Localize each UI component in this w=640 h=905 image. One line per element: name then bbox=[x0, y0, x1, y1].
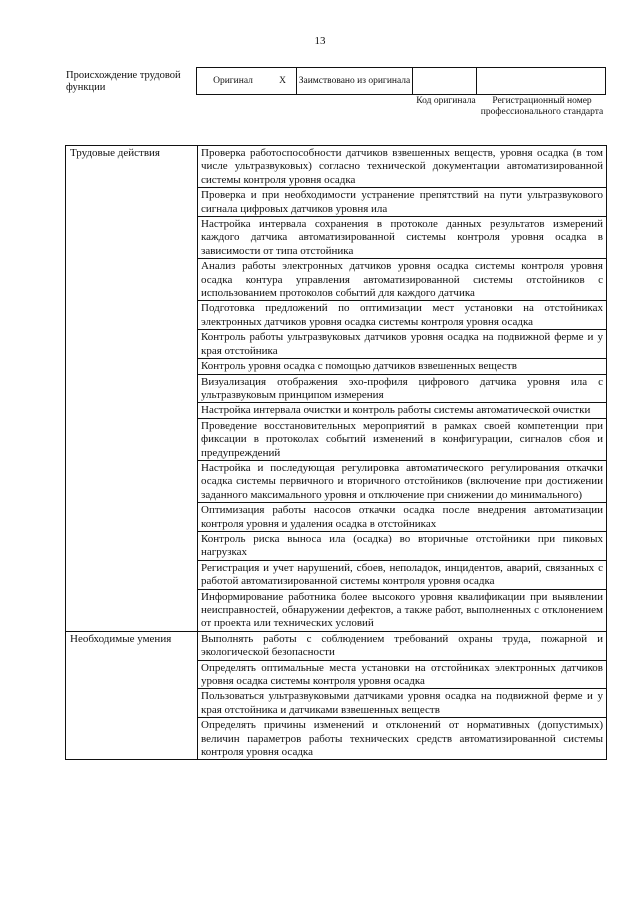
section-item: Контроль уровня осадка с помощью датчиков взвешенных веществ bbox=[198, 359, 607, 374]
section-item: Регистрация и учет нарушений, сбоев, неполадок, инцидентов, аварий, связанных с работой автоматизированной системы контроля уровня осадка bbox=[198, 560, 607, 589]
origin-label: Происхождение трудовой функции bbox=[66, 70, 181, 93]
section-item: Проверка работоспособности датчиков взвешенных веществ, уровня осадка (в том числе ультразвуковых) согласно технической документации автоматизированной системы контроля уровня осадка bbox=[198, 146, 607, 188]
origin-code-cell bbox=[413, 68, 477, 94]
section-item: Настройка интервала сохранения в протоколе данных результатов измерений каждого датчика автоматизированной системы контроля уровня осадка в зависимости от типа отстойника bbox=[198, 217, 607, 259]
origin-original-mark: X bbox=[269, 68, 297, 94]
section-item: Пользоваться ультразвуковыми датчиками уровня осадка на подвижной ферме и у края отстойника и датчиками взвешенных веществ bbox=[198, 689, 607, 718]
section-item: Настройка интервала очистки и контроль работы системы автоматической очистки bbox=[198, 403, 607, 418]
section-item: Определять причины изменений и отклонений от нормативных (допустимых) величин параметров работы технических средств автоматизированной системы контроля уровня осадка bbox=[198, 718, 607, 760]
origin-reg-caption: Регистрационный номер профессионального стандарта bbox=[480, 96, 604, 117]
labor-functions-table bbox=[65, 145, 607, 760]
section-item: Определять оптимальные места установки на отстойниках электронных датчиков уровня осадка системы контроля уровня осадка bbox=[198, 660, 607, 689]
origin-code-caption: Код оригинала bbox=[416, 96, 476, 106]
section-item: Оптимизация работы насосов откачки осадка после внедрения автоматизации контроля уровня и удаления осадка в отстойниках bbox=[198, 503, 607, 532]
section-item: Проведение восстановительных мероприятий в рамках своей компетенции при фиксации в протоколах событий изменений в конфигурации, сигналов сбоя и предупреждений bbox=[198, 418, 607, 460]
section-item: Подготовка предложений по оптимизации мест установки на отстойниках электронных датчиков уровня осадка системы контроля уровня осадка bbox=[198, 301, 607, 330]
section-item: Информирование работника более высокого уровня квалификации при выявлении неисправностей, обнаружении дефектов, а также работ, выполненных с отклонением от проекта или технических условий bbox=[198, 589, 607, 631]
section-item: Контроль работы ультразвуковых датчиков уровня осадка на подвижной ферме и у края отстойника bbox=[198, 330, 607, 359]
origin-borrowed-cell: Заимствовано из оригинала bbox=[297, 68, 413, 94]
section-label: Трудовые действия bbox=[66, 146, 198, 632]
section-item: Настройка и последующая регулировка автоматического регулирования откачки осадка системы первичного и вторичного отстойников (включение при достижении заданного максимального уровня и отключение при снижении до минимального) bbox=[198, 460, 607, 502]
section-item: Выполнять работы с соблюдением требований охраны труда, пожарной и экологической безопасности bbox=[198, 631, 607, 660]
page-number: 13 bbox=[314, 35, 326, 47]
section-label: Необходимые умения bbox=[66, 631, 198, 760]
section-item: Контроль риска выноса ила (осадка) во вторичные отстойники при пиковых нагрузках bbox=[198, 531, 607, 560]
origin-original-cell: Оригинал bbox=[213, 76, 253, 86]
section-item: Анализ работы электронных датчиков уровня осадка системы контроля уровня осадка контура управления автоматизированной системы отстойников с использованием протоколов событий для каждого датчика bbox=[198, 259, 607, 301]
table-row bbox=[66, 146, 607, 188]
table-row bbox=[66, 631, 607, 660]
origin-reg-number-cell bbox=[477, 68, 605, 94]
origin-table bbox=[196, 67, 606, 95]
section-item: Визуализация отображения эхо-профиля цифрового датчика уровня ила с ультразвуковым принципом измерения bbox=[198, 374, 607, 403]
section-item: Проверка и при необходимости устранение препятствий на пути ультразвукового сигнала цифровых датчиков уровня ила bbox=[198, 188, 607, 217]
